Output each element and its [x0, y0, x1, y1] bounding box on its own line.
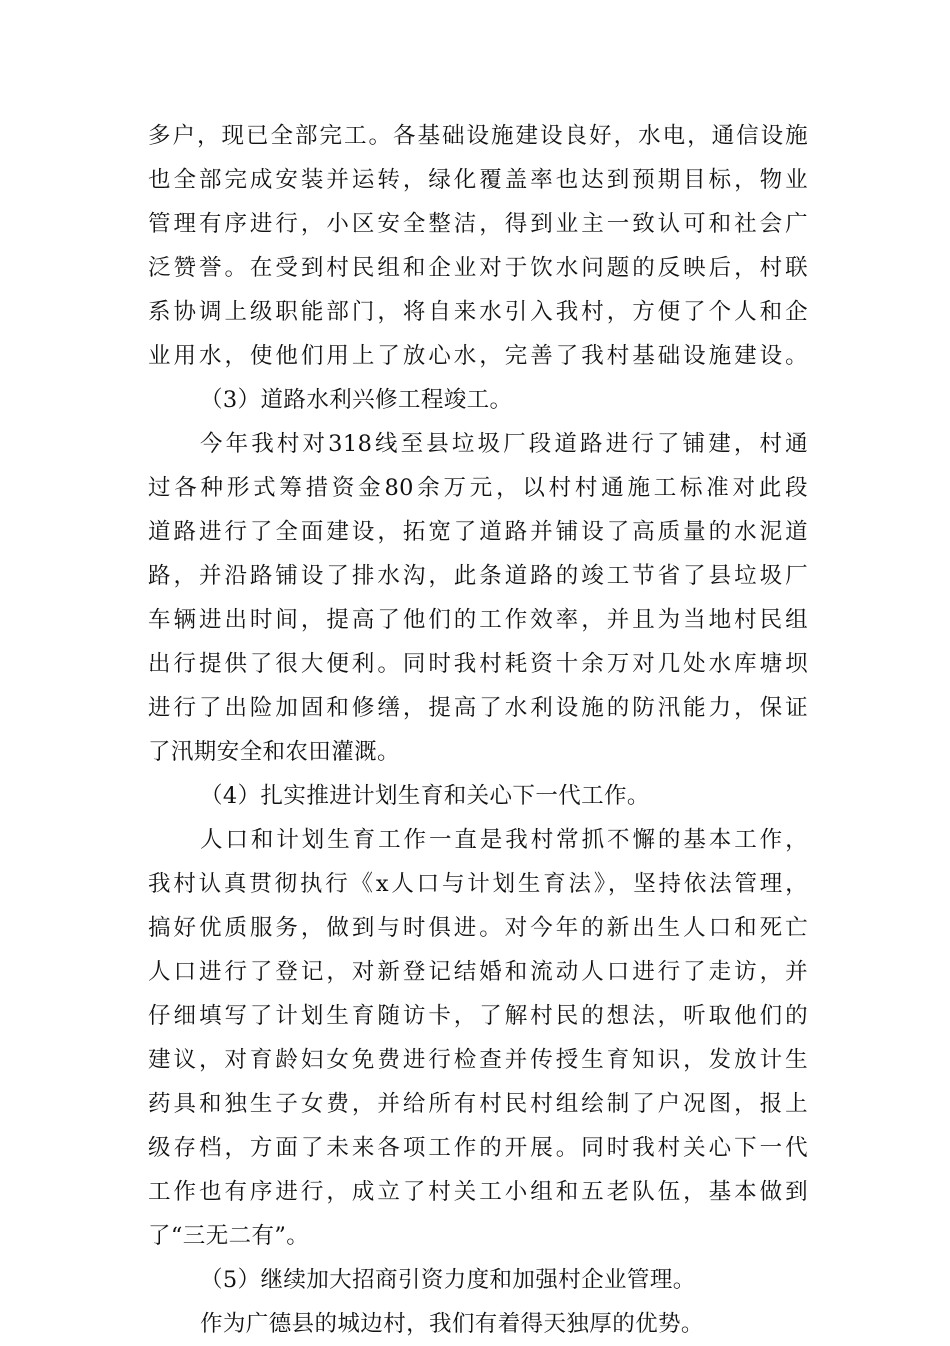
paragraph-line: 今年我村对318线至县垃圾厂段道路进行了铺建，村通	[200, 431, 808, 457]
paragraph-line: 工作也有序进行，成立了村关工小组和五老队伍，基本做到	[148, 1179, 808, 1205]
paragraph-line: 药具和独生子女费，并给所有村民村组绘制了户况图，报上	[148, 1091, 808, 1117]
paragraph-line: 建议，对育龄妇女免费进行检查并传授生育知识，发放计生	[148, 1047, 808, 1073]
paragraph-line: 级存档，方面了未来各项工作的开展。同时我村关心下一代	[148, 1135, 808, 1161]
paragraph-line: 泛赞誉。在受到村民组和企业对于饮水问题的反映后，村联	[148, 255, 808, 281]
paragraph-line: 业用水，使他们用上了放心水，完善了我村基础设施建设。	[148, 343, 808, 369]
paragraph-line: 多户，现已全部完工。各基础设施建设良好，水电，通信设施	[148, 123, 808, 149]
section-heading: （4）扎实推进计划生育和关心下一代工作。	[200, 783, 650, 809]
paragraph-line: 进行了出险加固和修缮，提高了水利设施的防汛能力，保证	[148, 695, 808, 721]
paragraph-line: 作为广德县的城边村，我们有着得天独厚的优势。	[200, 1311, 704, 1337]
paragraph-line: 人口和计划生育工作一直是我村常抓不懈的基本工作，	[200, 827, 808, 853]
section-heading: （5）继续加大招商引资力度和加强村企业管理。	[200, 1267, 696, 1293]
paragraph-line: 出行提供了很大便利。同时我村耗资十余万对几处水库塘坝	[148, 651, 808, 677]
paragraph-line: 道路进行了全面建设，拓宽了道路并铺设了高质量的水泥道	[148, 519, 808, 545]
paragraph-line: 搞好优质服务，做到与时俱进。对今年的新出生人口和死亡	[148, 915, 808, 941]
paragraph-line: 了汛期安全和农田灌溉。	[148, 739, 400, 765]
section-heading: （3）道路水利兴修工程竣工。	[200, 387, 513, 413]
paragraph-line: 了“三无二有”。	[148, 1223, 310, 1249]
paragraph-line: 系协调上级职能部门，将自来水引入我村，方便了个人和企	[148, 299, 808, 325]
paragraph-line: 管理有序进行，小区安全整洁，得到业主一致认可和社会广	[148, 211, 808, 237]
paragraph-line: 也全部完成安装并运转，绿化覆盖率也达到预期目标，物业	[148, 167, 808, 193]
paragraph-line: 人口进行了登记，对新登记结婚和流动人口进行了走访，并	[148, 959, 808, 985]
paragraph-line: 车辆进出时间，提高了他们的工作效率，并且为当地村民组	[148, 607, 808, 633]
paragraph-line: 仔细填写了计划生育随访卡，了解村民的想法，听取他们的	[148, 1003, 808, 1029]
document-body	[148, 114, 808, 1346]
paragraph-line: 路，并沿路铺设了排水沟，此条道路的竣工节省了县垃圾厂	[148, 563, 808, 589]
paragraph-line: 我村认真贯彻执行《x人口与计划生育法》，坚持依法管理，	[148, 871, 808, 897]
paragraph-line: 过各种形式筹措资金80余万元，以村村通施工标准对此段	[148, 475, 808, 501]
